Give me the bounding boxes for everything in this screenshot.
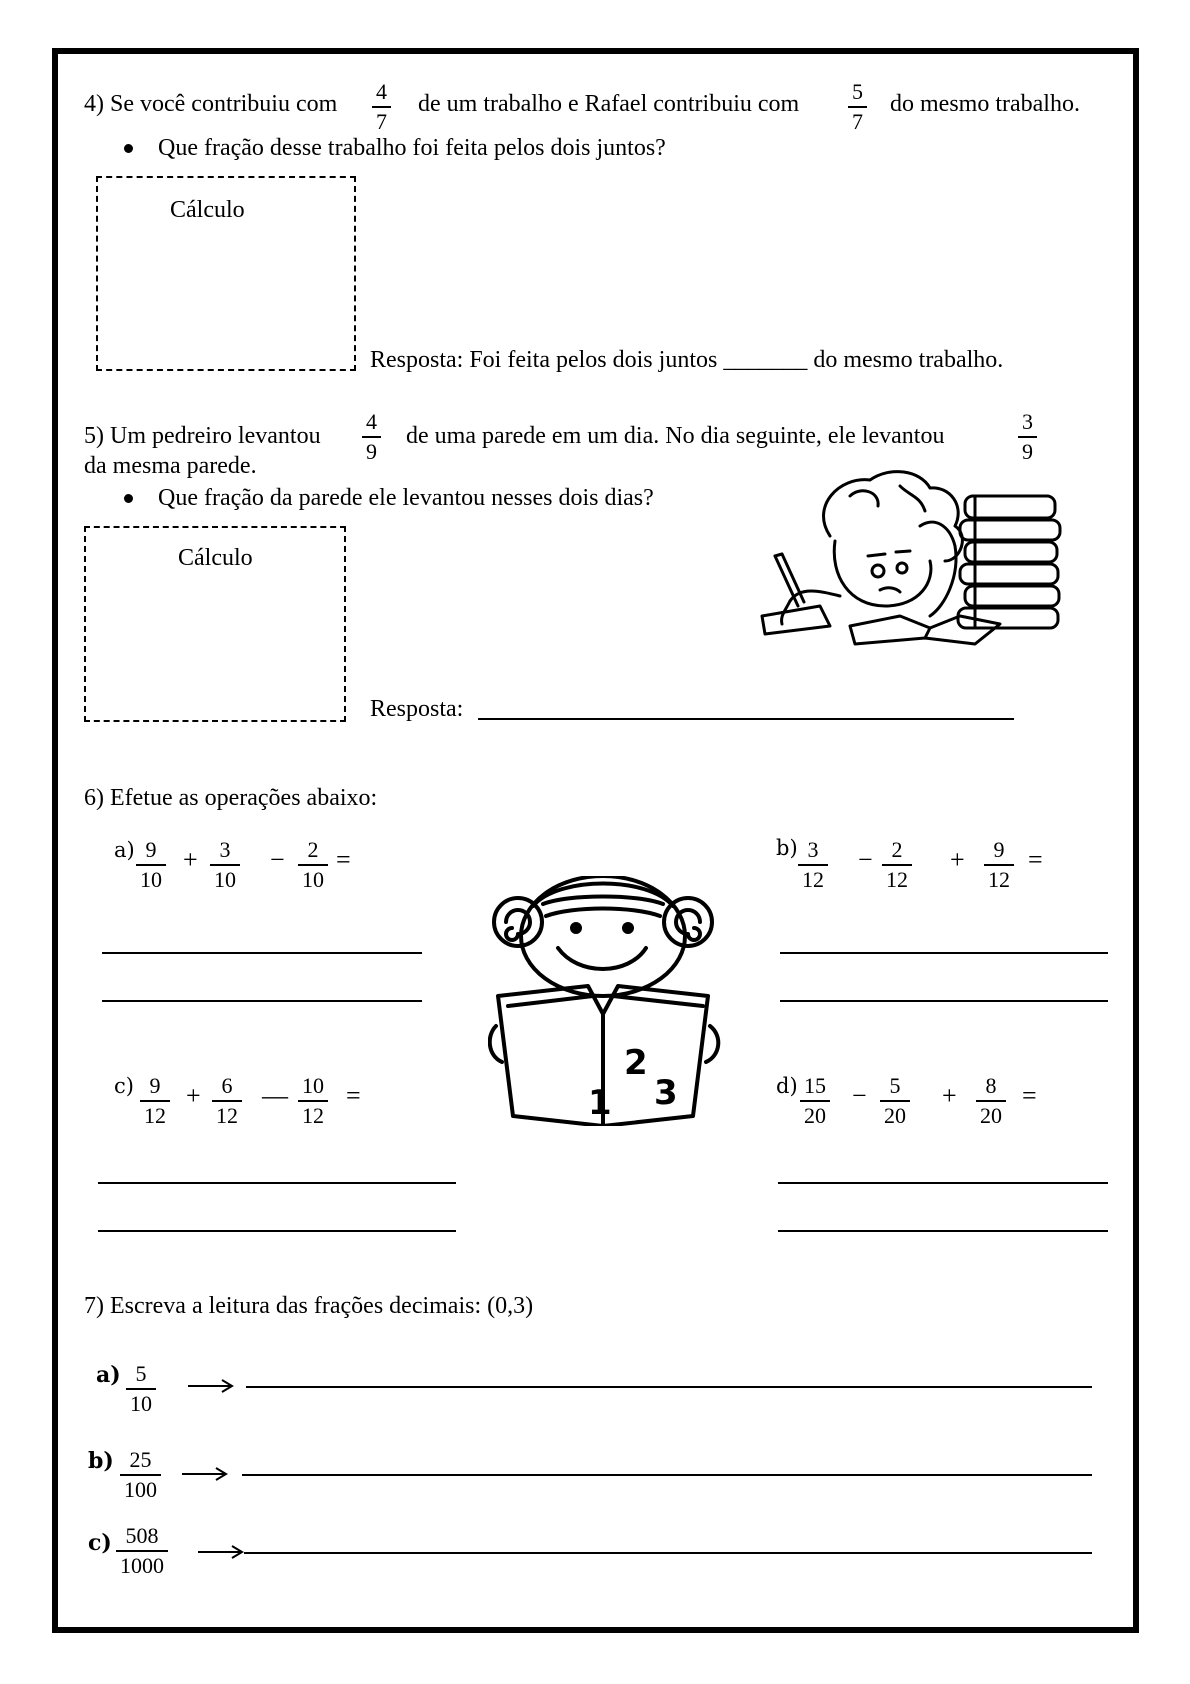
studying-boy-illustration — [760, 466, 1100, 696]
q6-b-answer-line-2[interactable] — [780, 1000, 1108, 1002]
q6-d-frac1 — [800, 1074, 830, 1128]
q6-c-op2: — — [262, 1081, 288, 1110]
book-number-2: 2 — [624, 1043, 648, 1083]
q5-bullet-question: Que fração da parede ele levantou nesses dois dias? — [158, 485, 654, 511]
q6-c-frac1 — [140, 1074, 170, 1128]
book-number-3: 3 — [654, 1073, 678, 1113]
q6-d-eq: = — [1022, 1081, 1037, 1110]
q4-frac2-num: 5 — [852, 79, 863, 104]
den: 100 — [120, 1474, 161, 1502]
q6-title: 6) Efetue as operações abaixo: — [84, 785, 378, 811]
q6-d-frac2 — [880, 1074, 910, 1128]
q6-b-label: b) — [776, 836, 798, 860]
q6-a-frac2 — [210, 838, 240, 892]
q7-b-label: b) — [88, 1448, 114, 1474]
q5-frac1-num: 4 — [366, 409, 377, 434]
q6-a-eq: = — [336, 845, 351, 874]
num: 5 — [135, 1361, 147, 1386]
num: 3 — [219, 837, 231, 862]
den: 12 — [798, 864, 828, 892]
den: 12 — [298, 1100, 328, 1128]
q6-d-answer-line-2[interactable] — [778, 1230, 1108, 1232]
q5-fraction-2 — [1018, 410, 1037, 464]
q6-c-op1: + — [186, 1081, 201, 1110]
arrow-right-icon — [196, 1544, 246, 1560]
q5-answer-line[interactable] — [478, 718, 1014, 720]
q6-c-frac3 — [298, 1074, 328, 1128]
num: 9 — [149, 1073, 161, 1098]
bullet-icon — [124, 144, 133, 153]
q4-calc-box[interactable] — [96, 176, 356, 371]
num: 8 — [985, 1073, 997, 1098]
q4-suffix: do mesmo trabalho. — [890, 91, 1080, 117]
num: 2 — [307, 837, 319, 862]
q4-frac2-den: 7 — [848, 106, 867, 134]
den: 1000 — [116, 1550, 168, 1578]
num: 508 — [125, 1523, 159, 1548]
q7-b-answer-line[interactable] — [242, 1474, 1092, 1476]
q5-middle: de uma parede em um dia. No dia seguinte, ele levantou — [406, 423, 945, 449]
num: 9 — [993, 837, 1005, 862]
q6-d-frac3 — [976, 1074, 1006, 1128]
num: 10 — [302, 1073, 324, 1098]
q6-a-frac1 — [136, 838, 166, 892]
num: 5 — [889, 1073, 901, 1098]
q4-fraction-2 — [848, 80, 867, 134]
girl-reading-illustration — [488, 876, 724, 1126]
q7-c-label: c) — [88, 1530, 112, 1556]
q4-frac1-den: 7 — [372, 106, 391, 134]
q7-b-fraction — [120, 1448, 161, 1502]
q5-frac2-num: 3 — [1022, 409, 1033, 434]
q6-a-label: a) — [114, 838, 135, 862]
q5-line2: da mesma parede. — [84, 453, 257, 479]
q7-a-label: a) — [96, 1362, 121, 1388]
den: 20 — [880, 1100, 910, 1128]
den: 12 — [882, 864, 912, 892]
q6-d-op1: − — [852, 1081, 867, 1110]
num: 25 — [129, 1447, 152, 1472]
book-number-1: 1 — [588, 1083, 612, 1123]
q6-b-frac1 — [798, 838, 828, 892]
q4-prefix: 4) Se você contribuiu com — [84, 91, 338, 117]
q6-d-op2: + — [942, 1081, 957, 1110]
den: 10 — [126, 1388, 156, 1416]
num: 6 — [221, 1073, 233, 1098]
arrow-right-icon — [186, 1378, 236, 1394]
den: 12 — [984, 864, 1014, 892]
q6-a-answer-line-2[interactable] — [102, 1000, 422, 1002]
den: 10 — [136, 864, 166, 892]
q5-frac2-den: 9 — [1018, 436, 1037, 464]
q6-a-op2: − — [270, 845, 285, 874]
q6-c-eq: = — [346, 1081, 361, 1110]
q4-calc-label: Cálculo — [170, 197, 245, 223]
q7-c-fraction — [116, 1524, 168, 1578]
q4-fraction-1 — [372, 80, 391, 134]
q5-calc-label: Cálculo — [178, 545, 253, 571]
q6-b-answer-line-1[interactable] — [780, 952, 1108, 954]
den: 20 — [800, 1100, 830, 1128]
den: 10 — [210, 864, 240, 892]
q6-a-op1: + — [183, 845, 198, 874]
den: 12 — [212, 1100, 242, 1128]
q5-prefix: 5) Um pedreiro levantou — [84, 423, 321, 449]
q6-c-answer-line-1[interactable] — [98, 1182, 456, 1184]
q6-d-answer-line-1[interactable] — [778, 1182, 1108, 1184]
q5-frac1-den: 9 — [362, 436, 381, 464]
q6-c-frac2 — [212, 1074, 242, 1128]
q5-fraction-1 — [362, 410, 381, 464]
q5-calc-box[interactable] — [84, 526, 346, 722]
arrow-right-icon — [180, 1466, 230, 1482]
q6-c-label: c) — [114, 1074, 134, 1098]
q4-bullet-question: Que fração desse trabalho foi feita pelos dois juntos? — [158, 135, 666, 161]
num: 9 — [145, 837, 157, 862]
q6-a-frac3 — [298, 838, 328, 892]
q4-middle: de um trabalho e Rafael contribuiu com — [418, 91, 800, 117]
num: 15 — [804, 1073, 826, 1098]
bullet-icon — [124, 494, 133, 503]
num: 3 — [807, 837, 819, 862]
q6-b-op2: + — [950, 845, 965, 874]
q5-answer-label: Resposta: — [370, 696, 464, 722]
q7-c-answer-line[interactable] — [244, 1552, 1092, 1554]
q6-b-op1: − — [858, 845, 873, 874]
q6-c-answer-line-2[interactable] — [98, 1230, 456, 1232]
q6-b-frac3 — [984, 838, 1014, 892]
q4-answer: Resposta: Foi feita pelos dois juntos _______ do mesmo trabalho. — [370, 347, 1004, 373]
q6-a-answer-line-1[interactable] — [102, 952, 422, 954]
num: 2 — [891, 837, 903, 862]
q6-b-frac2 — [882, 838, 912, 892]
den: 20 — [976, 1100, 1006, 1128]
q4-frac1-num: 4 — [376, 79, 387, 104]
q6-b-eq: = — [1028, 845, 1043, 874]
den: 10 — [298, 864, 328, 892]
q6-d-label: d) — [776, 1074, 798, 1098]
q7-a-answer-line[interactable] — [246, 1386, 1092, 1388]
q7-a-fraction — [126, 1362, 156, 1416]
q7-title: 7) Escreva a leitura das frações decimais: (0,3) — [84, 1293, 534, 1319]
den: 12 — [140, 1100, 170, 1128]
